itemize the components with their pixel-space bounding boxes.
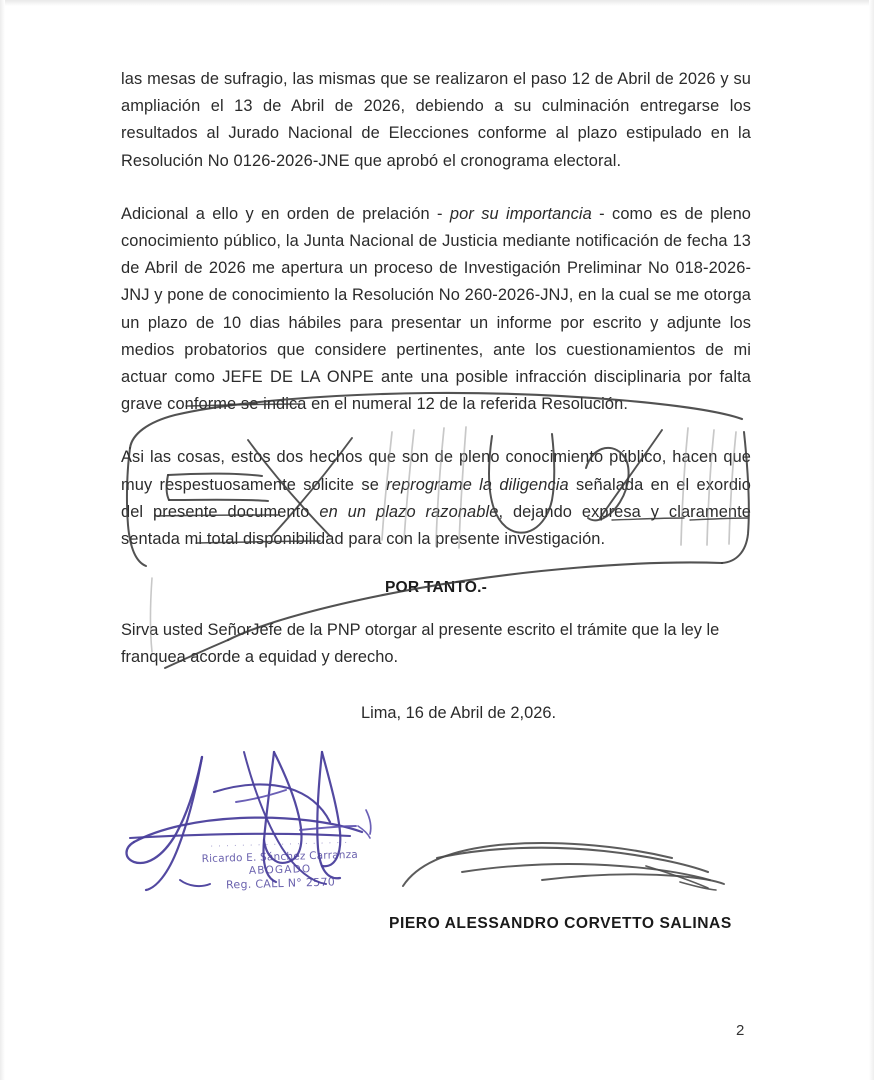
closing-paragraph: Sirva usted SeñorJefe de la PNP otorgar al presente escrito el trámite que la ley le franquea acorde a equidad y derecho. xyxy=(121,621,720,667)
scan-edge-top xyxy=(0,0,874,6)
paragraph-2-part1: Adicional a ello y en orden de prelación - xyxy=(121,204,450,223)
lawyer-stamp xyxy=(184,835,375,892)
lawyer-stamp-name: Ricardo E. Sánchez Carranza xyxy=(201,848,359,866)
paragraph-2-emphasis-importancia: por su importancia xyxy=(449,204,592,223)
paragraph-3-part3: , dejando expresa y claramente sentada mi total disponibilidad para con la presente investigación. xyxy=(121,502,751,549)
paragraph-3 xyxy=(121,444,751,553)
paragraph-3-part1: Asi las cosas, estos dos hechos que son de pleno conocimiento público, hacen que muy respestuosamente solicite se xyxy=(121,448,751,494)
scan-edge-left xyxy=(0,0,5,1080)
por-tanto-heading: POR TANTO.- xyxy=(384,579,488,597)
paragraph-3-part2: señalada en el exordio del presente documento xyxy=(121,475,751,521)
paragraph-3-emphasis-plazo: en un plazo razonable xyxy=(319,502,499,521)
paragraph-2-part2: - como es de pleno conocimiento público, la Junta Nacional de Justicia mediante notificación de fecha 13 de Abril de 2026 me apertura un proceso de Investigación Preliminar No 018-2026-JNJ y pone de conocimiento la Resolución No 260-2026-JNJ, en la cual se me otorga un plazo de 10 dias hábiles para presentar un informe por escrito y adjunte los medios probatorios que considere pertinentes, ante los cuestionamientos de mi actuar como JEFE DE LA ONPE ante una posible infracción disciplinaria por falta grave conforme se indica en el numeral 12 de la referida Resolución. xyxy=(121,204,751,414)
page-number: 2 xyxy=(736,1022,745,1039)
document-body xyxy=(121,66,751,727)
date-line: Lima, 16 de Abril de 2,026. xyxy=(361,703,556,722)
lawyer-stamp-dots: · · · · · · · · · · · · · · · · · · xyxy=(210,838,349,851)
lawyer-stamp-title: ABOGADO xyxy=(248,863,312,877)
lawyer-stamp-registration: Reg. CALL N° 2570 xyxy=(225,875,336,892)
paragraph-1: las mesas de sufragio, las mismas que se realizaron el paso 12 de Abril de 2026 y su ampliación el 13 de Abril de 2026, debiendo a su culminación entregarse los resultados al Jurado Nacional de Elecciones conforme al plazo estipulado en la Resolución No 0126-2026-JNE que aprobó el cronograma electoral. xyxy=(121,70,751,170)
signatory-printed-name: PIERO ALESSANDRO CORVETTO SALINAS xyxy=(389,915,732,932)
paragraph-3-emphasis-reprograme: reprograme la diligencia xyxy=(386,475,569,494)
paragraph-2 xyxy=(121,201,751,419)
scan-edge-right xyxy=(869,0,874,1080)
